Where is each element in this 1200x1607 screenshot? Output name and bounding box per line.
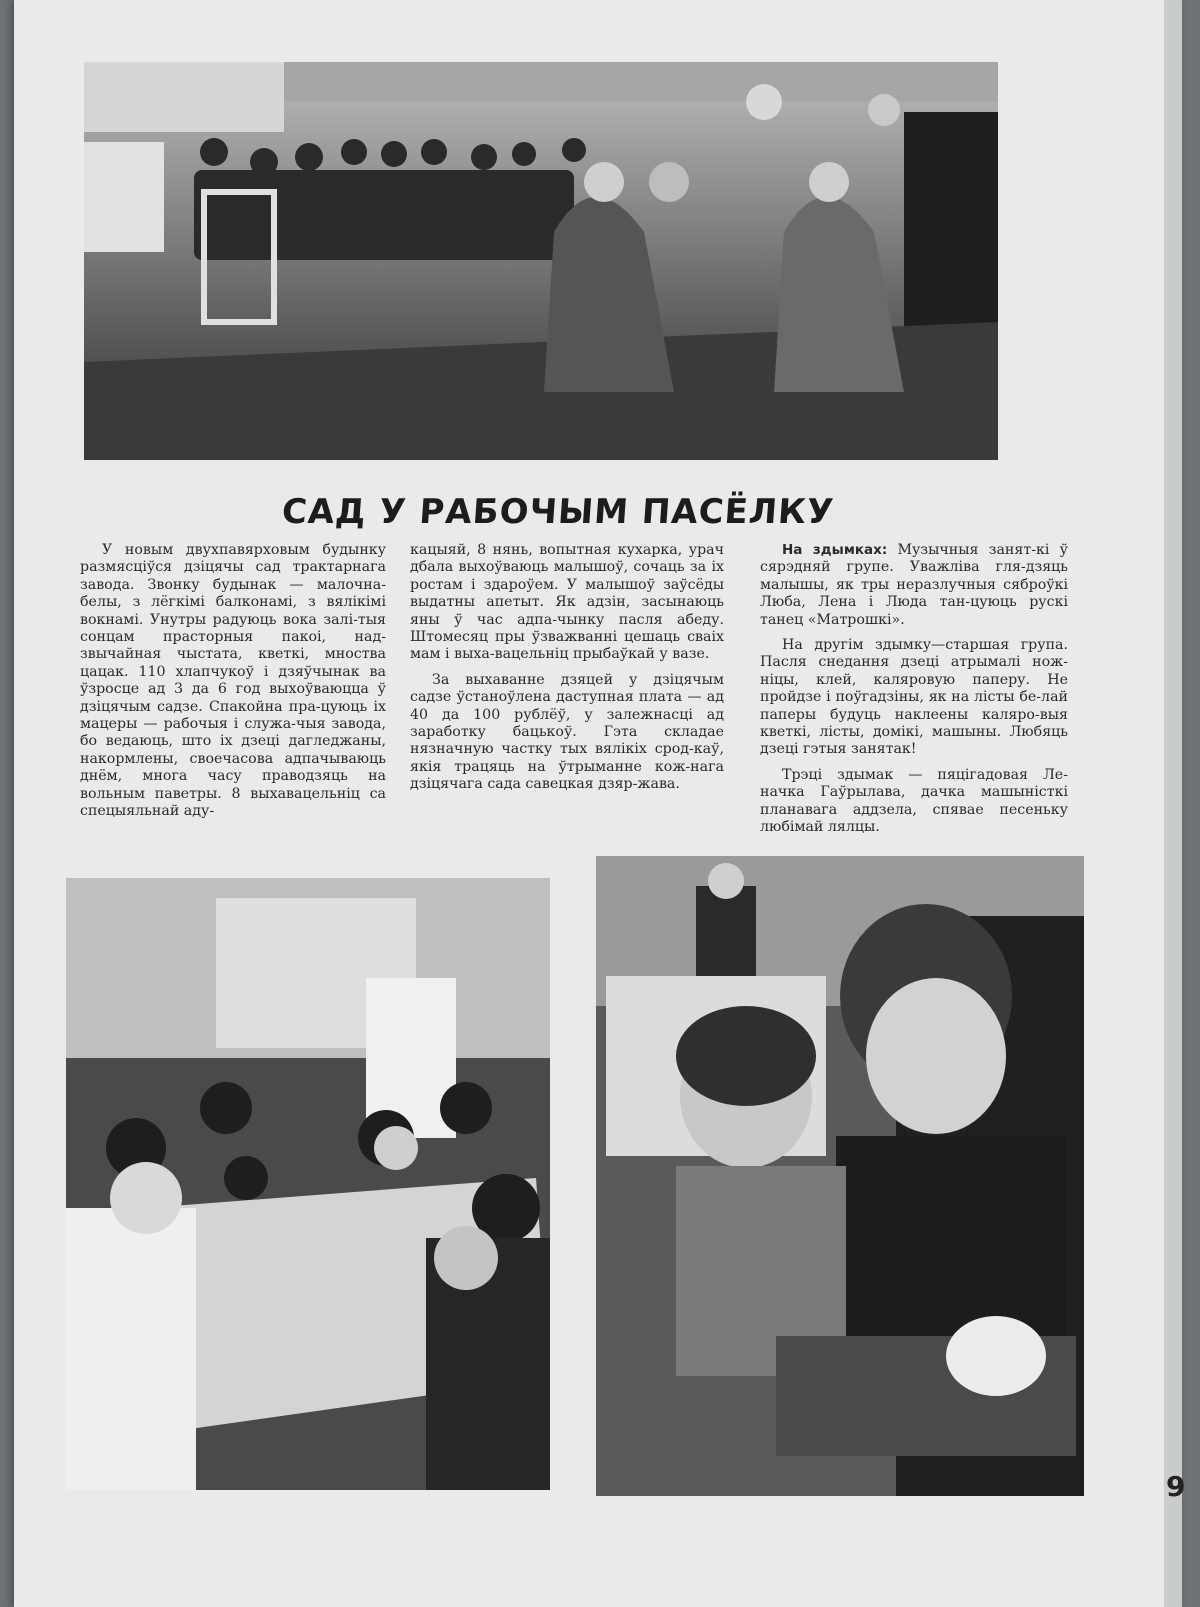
caption-paragraph — [760, 542, 1068, 629]
paragraph: На другім здымку—старшая група. Пасля снедання дзеці атрымалі нож-ніцы, клей, каляровую паперу. Не пройдзе і поўгадзіны, як на лісты бе-лай паперы будуць наклеены каляро-выя кветкі, лісты, домікі, машыны. Любяць дзеці гэтыя занятак! — [760, 637, 1068, 758]
paragraph: кацыяй, 8 нянь, вопытная кухарка, урач дбала выхоўваюць малышоў, сочаць за іх ростам і здароўем. У малышоў заўсёды выдатны апетыт. Як адзін, засынаюць яны ў час адпа-чынку пасля абеду. Штомесяц пры ўзважванні цешаць сваіх мам і выха-вацельніц прыбаўкай у вазе. — [410, 542, 724, 663]
paragraph: Трэці здымак — пяцігадовая Ле-начка Гаўрылава, дачка машыністкі планавага аддзела, спявае песеньку любімай лялцы. — [760, 766, 1068, 836]
text-column-3 — [760, 542, 1068, 845]
page-edge — [1164, 0, 1182, 1607]
text-column-2 — [410, 542, 724, 802]
photo-craft-class — [66, 878, 550, 1490]
magazine-page — [14, 0, 1186, 1607]
photo-music-lesson — [84, 62, 998, 460]
paragraph: За выхаванне дзяцей у дзіцячым садзе ўстаноўлена даступная плата — ад 40 да 100 рублёў, у залежнасці ад заработку бацькоў. Гэта складае нязначную частку тых вялікіх срод-каў, якія трацяць на ўтрыманне кож-нага дзіцячага сада савецкая дзяр-жава. — [410, 671, 724, 793]
caption-text: Музычныя занят-кі ў сярэдняй групе. Уважліва гля-дзяць малышы, як тры неразлучныя сяброўкі Люба, Лена і Люда тан-цуюць рускі танец «Матрошкі». — [760, 542, 1068, 628]
text-column-1 — [80, 542, 386, 829]
caption-label: На здымках: — [782, 542, 888, 558]
paragraph: У новым двухпавярховым будынку размясціўся дзіцячы сад трактарнага завода. Звонку будынак — малочна-белы, з лёгкімі балконамі, з вялікімі вокнамі. Унутры радуюць вока залі-тыя сонцам прасторныя пакоі, над-звычайная чыстата, кветкі, мноства цацак. 110 хлапчукоў і дзяўчынак ва ўзросце ад 3 да 6 год выхоўваюцца ў дзіцячым садзе. Спакойна пра-цуюць іх мацеры — рабочыя і служа-чыя завода, бо ведаюць, што іх дзеці дагледжаны, накормлены, своечасова адпачываюць днём, многа часу праводзяць на вольным паветры. 8 выхавацельніц са спецыяльнай аду- — [80, 542, 386, 820]
photo-girl-with-doll — [596, 856, 1084, 1496]
page-number: 9 — [1166, 1470, 1186, 1503]
article-title: САД У РАБОЧЫМ ПАСЁЛКУ — [280, 492, 836, 532]
